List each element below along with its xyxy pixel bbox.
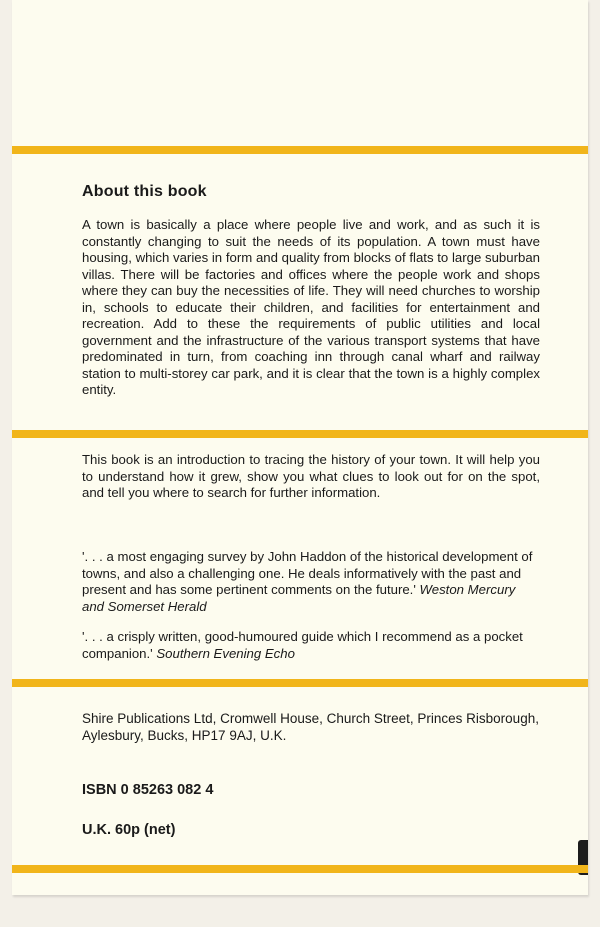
yellow-stripe-lower bbox=[12, 679, 588, 687]
quote-text: '. . . a most engaging survey by John Haddon of the historical development of towns, and also a challenging one. He deals informatively with the past and present and has some pertinent comments on the future.' bbox=[82, 549, 533, 597]
book-back-cover bbox=[12, 0, 588, 895]
price-label: U.K. 60p (net) bbox=[82, 822, 176, 838]
section-heading: About this book bbox=[82, 183, 207, 200]
about-paragraph: A town is basically a place where people live and work, and as such it is constantly changing to suit the needs of its population. A town must have housing, which varies in form and quality from blocks of flats to large suburban villas. There will be factories and offices where the people work and shops where they can buy the necessities of life. They will need churches to worship in, schools to educate their children, and facilities for entertainment and recreation. Add to these the requirements of public utilities and local government and the infrastructure of the various transport systems that have predominated in turn, from coaching inn through canal wharf and railway station to multi-storey car park, and it is clear that the town is a highly complex entity. bbox=[82, 217, 540, 397]
publisher-address: Shire Publications Ltd, Cromwell House, Church Street, Princes Risborough, Aylesbury, Bucks, HP17 9AJ, U.K. bbox=[82, 711, 539, 743]
review-quote bbox=[82, 629, 540, 662]
yellow-stripe-middle bbox=[12, 430, 588, 438]
review-quote bbox=[82, 549, 540, 615]
quote-source: Weston Mercury and Somerset Herald bbox=[82, 582, 516, 614]
yellow-stripe-top bbox=[12, 146, 588, 154]
intro-paragraph: This book is an introduction to tracing the history of your town. It will help you to understand how it grew, show you what clues to look out for on the spot, and tell you where to search for further information. bbox=[82, 452, 540, 500]
quote-text: '. . . a crisply written, good-humoured guide which I recommend as a pocket companion.' bbox=[82, 629, 523, 661]
yellow-stripe-bottom bbox=[12, 865, 588, 873]
quote-source: Southern Evening Echo bbox=[156, 645, 295, 661]
review-quotes bbox=[82, 549, 540, 662]
isbn-number: ISBN 0 85263 082 4 bbox=[82, 782, 214, 798]
